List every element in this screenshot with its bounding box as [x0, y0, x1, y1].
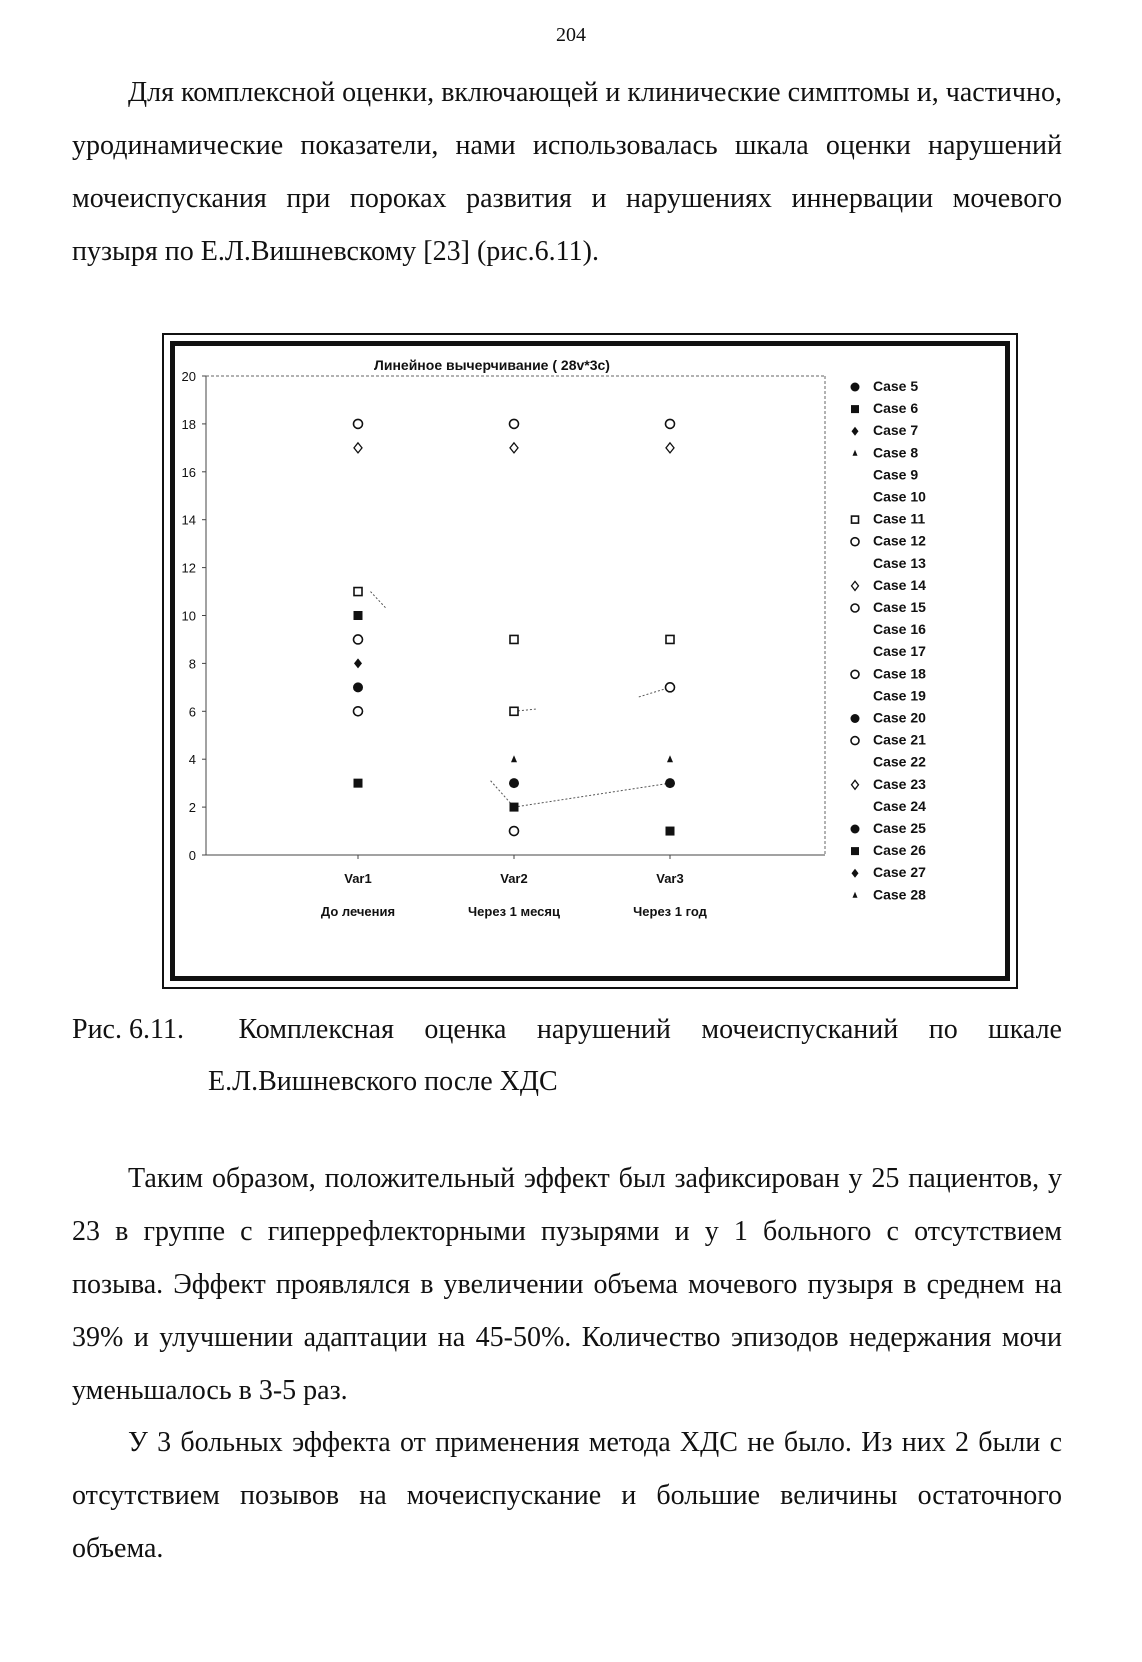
data-point — [354, 635, 363, 644]
data-point — [510, 443, 518, 453]
legend-marker — [851, 383, 860, 392]
data-point — [666, 683, 675, 692]
page-number: 204 — [556, 24, 586, 46]
data-point — [354, 443, 362, 453]
legend-label: Case 7 — [873, 422, 919, 439]
legend-label: Case 8 — [873, 444, 919, 461]
legend-marker — [851, 670, 859, 678]
chart-title: Линейное вычерчивание ( 28v*3c) — [374, 357, 610, 373]
paragraph-intro — [72, 66, 1062, 278]
figure-inner — [170, 341, 1010, 981]
paragraph-failures-text: У 3 больных эффекта от применения метода ХДС не было. Из них 2 были с отсутствием позывов на мочеиспускание и большие величины остаточного объема. — [72, 1427, 1062, 1564]
legend-marker — [851, 538, 859, 546]
legend-label: Case 17 — [873, 643, 926, 660]
paragraph-failures — [72, 1416, 1062, 1575]
x-tick-label: Var2 — [500, 871, 528, 886]
y-tick-label: 8 — [188, 656, 196, 672]
legend-label: Case 10 — [873, 488, 926, 505]
legend-marker — [851, 405, 859, 413]
y-tick-label: 0 — [188, 848, 196, 863]
legend-marker — [852, 516, 859, 523]
x-sublabel: Через 1 месяц — [468, 904, 560, 919]
caption-word: по — [928, 1014, 958, 1045]
legend-label: Case 6 — [873, 400, 919, 417]
data-point — [666, 827, 675, 836]
legend-label: Case 27 — [873, 864, 926, 881]
data-point — [354, 611, 363, 620]
legend-marker — [852, 581, 859, 590]
paragraph-results-text: Таким образом, положительный эффект был зафиксирован у 25 пациентов, у 23 в группе с гиперрефлекторными пузырями и у 1 больного с отсутствием позыва. Эффект проявлялся в увеличении объема мочевого пузыря в среднем на 39% и улучшении адаптации на 45-50%. Количество эпизодов недержания мочи уменьшалось в 3-5 раз. — [72, 1163, 1062, 1406]
scatter-chart — [175, 346, 1009, 980]
caption-word: Комплексная — [238, 1014, 394, 1045]
caption-line-1 — [72, 1004, 1062, 1056]
data-point — [353, 682, 363, 692]
legend-label: Case 16 — [873, 621, 926, 638]
legend-label: Case 25 — [873, 820, 926, 836]
legend-label: Case 15 — [873, 599, 926, 615]
x-tick-label: Var1 — [344, 871, 372, 886]
paragraph-results — [72, 1152, 1062, 1417]
caption-word: шкале — [988, 1014, 1062, 1045]
data-point — [666, 443, 674, 453]
data-point — [666, 419, 675, 428]
data-point — [509, 778, 519, 788]
y-tick-label: 4 — [188, 752, 196, 768]
legend-marker — [851, 825, 860, 834]
y-tick-label: 20 — [181, 369, 196, 384]
y-tick-label: 2 — [188, 800, 196, 816]
legend-marker — [853, 892, 858, 898]
legend-label: Case 18 — [873, 665, 926, 682]
y-tick-label: 16 — [181, 464, 196, 480]
legend-label: Case 19 — [873, 687, 926, 704]
caption-label: Рис. 6.11. — [72, 1014, 184, 1045]
data-point — [354, 707, 363, 716]
legend-label: Case 12 — [873, 532, 926, 549]
data-point — [510, 803, 519, 812]
y-tick-label: 12 — [181, 560, 196, 576]
x-sublabel: Через 1 год — [633, 904, 707, 919]
legend-label: Case 9 — [873, 466, 919, 483]
legend-marker — [851, 847, 859, 855]
legend-marker — [852, 780, 859, 789]
legend-label: Case 20 — [873, 709, 926, 726]
y-tick-label: 10 — [181, 608, 196, 624]
data-point — [665, 778, 675, 788]
legend-label: Case 13 — [873, 554, 926, 571]
legend-marker — [851, 604, 859, 612]
figure-caption — [72, 1004, 1062, 1108]
legend-marker — [852, 427, 859, 436]
legend-label: Case 23 — [873, 775, 926, 792]
y-tick-label: 6 — [188, 704, 196, 720]
legend-label: Case 26 — [873, 842, 926, 859]
x-sublabel: До лечения — [320, 904, 396, 919]
caption-line-2: Е.Л.Вишневского после ХДС — [208, 1066, 558, 1097]
y-tick-label: 14 — [181, 512, 196, 528]
caption-word: мочеиспусканий — [701, 1014, 899, 1045]
data-point — [666, 635, 674, 643]
legend-label: Case 24 — [873, 797, 926, 814]
legend-marker — [852, 869, 859, 878]
series-line — [370, 592, 386, 609]
legend-label: Case 28 — [873, 886, 926, 903]
data-point — [510, 707, 518, 715]
paragraph-intro-text: Для комплексной оценки, включающей и клинические симптомы и, частично, уродинамические показатели, нами использовалась шкала оценки нарушений мочеиспускания при пороках развития и нарушениях иннервации мочевого пузыря по Е.Л.Вишневскому [23] (рис.6.11). — [72, 77, 1062, 267]
caption-word: оценка — [424, 1014, 507, 1045]
legend-label: Case 14 — [873, 576, 926, 593]
data-point — [354, 419, 363, 428]
caption-word: нарушений — [536, 1014, 671, 1045]
series-line — [514, 783, 670, 807]
data-point — [510, 419, 519, 428]
figure-frame — [162, 333, 1018, 989]
data-point — [510, 827, 519, 836]
legend-marker — [851, 737, 859, 745]
legend-marker — [851, 714, 860, 723]
data-point — [354, 588, 362, 596]
y-tick-label: 18 — [181, 416, 196, 432]
data-point — [667, 755, 673, 762]
legend-label: Case 5 — [873, 378, 919, 394]
legend-label: Case 22 — [873, 753, 926, 770]
legend-marker — [853, 450, 858, 456]
data-point — [511, 755, 517, 762]
data-point — [354, 658, 362, 668]
legend-label: Case 21 — [873, 731, 926, 748]
data-point — [354, 779, 363, 788]
x-tick-label: Var3 — [656, 871, 684, 886]
legend-label: Case 11 — [873, 510, 926, 527]
data-point — [510, 635, 518, 643]
